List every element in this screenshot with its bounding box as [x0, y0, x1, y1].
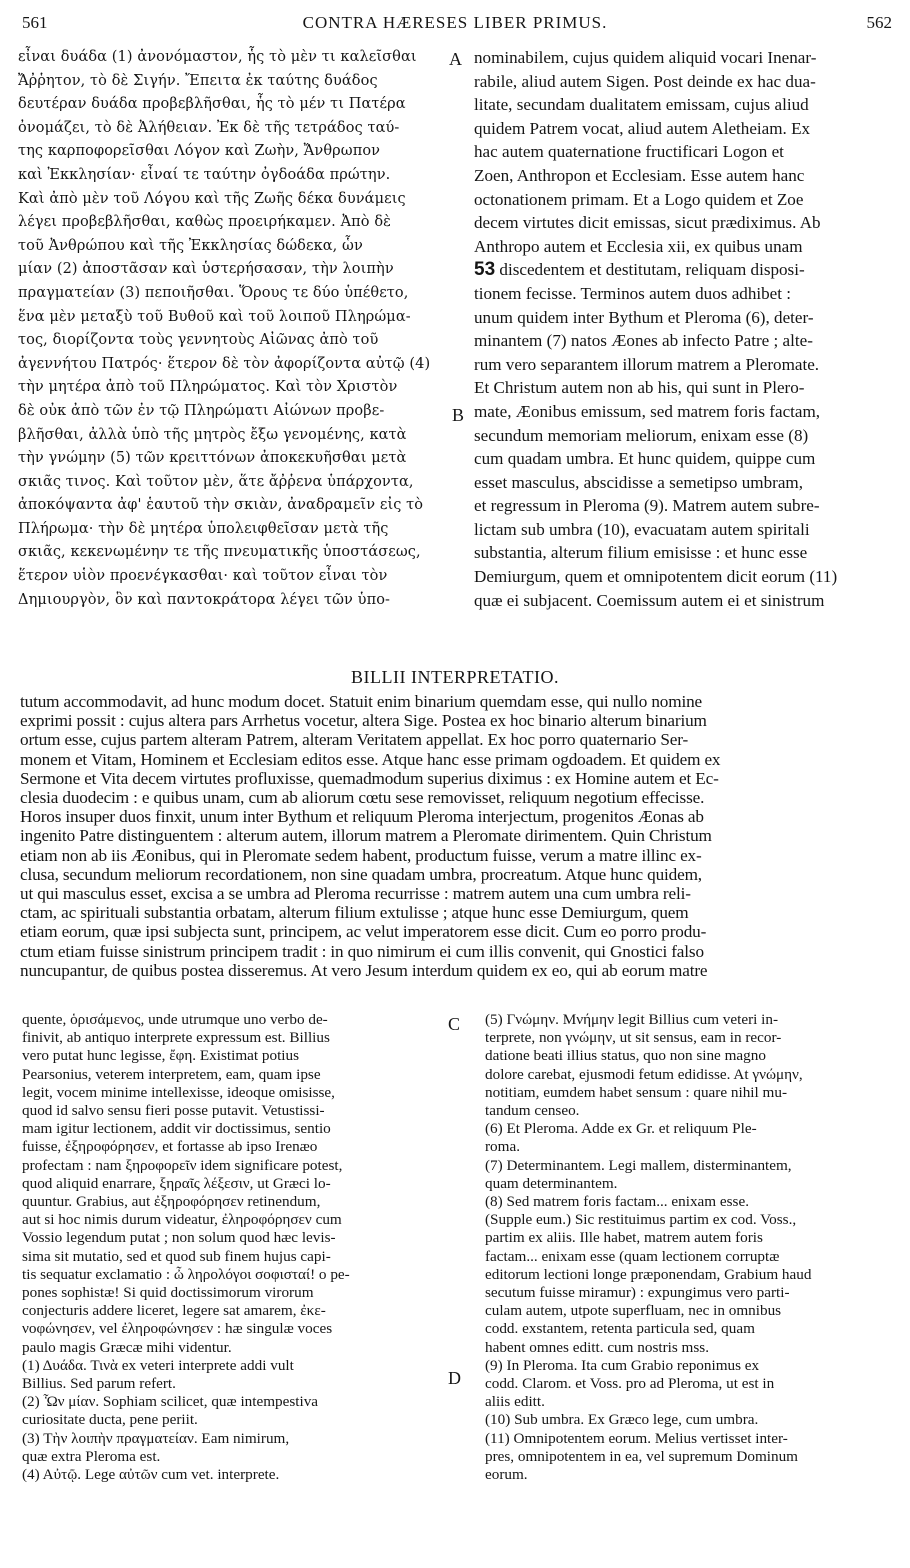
greek-line: τὴν γνώμην (5) τῶν κρειττόνων ἀποκεκυῆσθαι μετὰ	[18, 450, 407, 467]
footnote-line: (4) Αὐτῷ. Lege αὐτῶν cum vet. interprete.	[22, 1466, 280, 1484]
interpretatio-line: clesia duodecim : e quibus unam, cum ab aliorum cœtu sese removisset, reliquum negotium effecisse.	[20, 788, 705, 808]
footnote-line: (9) In Pleroma. Ita cum Grabio reponimus ex	[485, 1356, 760, 1374]
interpretatio-line: ut qui masculus esset, excisa a se umbra ad Pleroma recurrisse : matrem autem una cum umbra reli-	[20, 884, 691, 904]
running-title: CONTRA HÆRESES LIBER PRIMUS.	[302, 13, 608, 32]
interpretatio-line: monem et Vitam, Hominem et Ecclesiam editos esse. Atque hanc esse primam ogdoadem. Et quidem ex	[20, 749, 721, 769]
footnote-line: fuisse, ἐξηροφόρησεν, et fortasse ab ipso Irenæo	[22, 1138, 318, 1156]
footnote-line: Vossio legendum putat ; non solum quod hæc levis-	[22, 1229, 336, 1247]
latin-line: hac autem quaternatione fructificari Logon et	[474, 142, 784, 162]
latin-line: mate, Æonibus emissum, sed matrem foris factam,	[474, 401, 821, 421]
footnote-line: mam igitur lectionem, addit vir doctissimus, sentio	[22, 1120, 331, 1138]
latin-line: Et Christum autem non ab his, qui sunt in Plero-	[474, 378, 805, 398]
latin-line: secundum memoriam meliorum, enixam esse (8)	[474, 425, 809, 445]
latin-line: substantia, alterum filium emisisse : et hunc esse	[474, 543, 808, 563]
footnote-line: culam autem, utpote superfluam, nec in omnibus	[485, 1302, 782, 1320]
footnote-line: (7) Determinantem. Legi mallem, disterminantem,	[485, 1156, 792, 1174]
footnote-line: vero putat hunc legisse, ἔφη. Existimat potius	[22, 1047, 300, 1065]
latin-line: Demiurgum, quem et omnipotentem dicit eorum (11)	[474, 567, 838, 587]
latin-line: quæ ei subjacent. Coemissum autem ei et sinistrum	[474, 590, 825, 610]
footnote-line: legit, vocem minime intellexisse, ideoque omisisse,	[22, 1083, 335, 1101]
greek-line: Ἄῤῥητον, τὸ δὲ Σιγήν. Ἔπειτα ἐκ ταύτης δυάδος	[18, 72, 378, 89]
greek-line: ὀνομάζει, τὸ δὲ Ἀλήθειαν. Ἐκ δὲ τῆς τετράδος ταύ-	[18, 119, 400, 136]
footnote-line: curiositate ducta, pene periit.	[22, 1411, 198, 1429]
greek-line: Καὶ ἀπὸ μὲν τοῦ Λόγου καὶ τῆς Ζωῆς δέκα δυνάμεις	[18, 190, 406, 207]
interpretatio-line: ortum esse, cujus partem alteram Patrem, alteram Veritatem appellat. Ex hoc porro quaternario Ser-	[20, 730, 689, 750]
footnote-line: (1) Δυάδα. Τινὰ ex veteri interprete addi vult	[22, 1356, 294, 1374]
greek-text-column	[18, 46, 460, 612]
footnote-line: profectam : nam ξηροφορεῖν idem significare potest,	[22, 1156, 343, 1174]
greek-line: μίαν (2) ἀποστᾶσαν καὶ ὑστερήσασαν, τὴν λοιπὴν	[18, 261, 394, 278]
latin-text-column	[474, 46, 894, 612]
footnote-line: νοφώνησεν, vel ἐληροφώνησεν : hæ singulæ voces	[22, 1320, 333, 1338]
footnote-line: quod id salvo sensu fieri posse putavit. Vetustissi-	[22, 1102, 325, 1120]
footnote-line: (11) Omnipotentem eorum. Melius vertisset inter-	[485, 1429, 788, 1447]
footnote-line: editorum lectioni longe præponendam, Grabium haud	[485, 1265, 812, 1283]
footnote-line: datione beati illius status, quo non sine magno	[485, 1047, 766, 1065]
latin-line: tionem fecisse. Terminos autem duos adhibet :	[474, 283, 792, 303]
footnote-line: (8) Sed matrem foris factam... enixam esse.	[485, 1193, 750, 1211]
margin-marker-c: C	[448, 1014, 461, 1034]
footnotes-left-column	[22, 1011, 442, 1484]
greek-line: εἶναι δυάδα (1) ἀνονόμαστον, ἧς τὸ μὲν τι καλεῖσθαι	[18, 49, 417, 65]
interpretatio-line: etiam non ab iis Æonibus, qui in Pleromate sedem habent, productum fuisse, verum a matre illinc ex-	[20, 845, 702, 865]
interpretatio-line: tutum accommodavit, ad hunc modum docet. Statuit enim binarium quemdam esse, qui nullo nomine	[20, 692, 703, 711]
footnote-line: aliis editt.	[485, 1393, 545, 1411]
interpretatio-text	[20, 692, 896, 980]
greek-line: τὴν μητέρα ἀπὸ τοῦ Πληρώματος. Καὶ τὸν Χριστὸν	[18, 379, 398, 396]
footnote-line: dolore carebat, ejusmodi fetum edidisse. At γνώμην,	[485, 1065, 803, 1083]
footnote-line: quente, ὁρισάμενος, unde utrumque uno verbo de-	[22, 1011, 328, 1028]
footnote-line: quam determinantem.	[485, 1174, 618, 1192]
interpretatio-line: ingenito Patre distinguentem : alterum autem, illorum matrem a Pleromate dirimentem. Quin Christum	[20, 826, 712, 846]
footnote-line: (Supple eum.) Sic restituimus partim ex cod. Voss.,	[485, 1211, 797, 1229]
footnote-line: partim ex aliis. Ille habet, matrem autem foris	[485, 1229, 763, 1247]
footnote-line: sima sit mutatio, sed et quod sub finem hujus capi-	[22, 1247, 331, 1265]
latin-line: Anthropo autem et Ecclesia xii, ex quibus unam	[474, 236, 803, 256]
footnote-line: terprete, non γνώμην, ut sit sensus, eam in recor-	[485, 1029, 782, 1047]
greek-line: καὶ Ἐκκλησίαν· εἶναί τε ταύτην ὀγδοάδα πρώτην.	[18, 166, 391, 183]
footnote-line: aut si hoc nimis durum videatur, ἐληροφόρησεν cum	[22, 1211, 342, 1229]
page-number-left: 561	[22, 13, 48, 32]
footnote-line: pres, omnipotentem in ea, vel supremum Dominum	[485, 1447, 798, 1465]
footnote-line: conjecturis addere liceret, legere sat amarem, ἐκε-	[22, 1302, 326, 1320]
footnote-line: roma.	[485, 1138, 521, 1156]
latin-line: lictam sub umbra (10), evacuatam autem spiritali	[474, 519, 810, 539]
footnote-line: quæ extra Pleroma est.	[22, 1447, 161, 1465]
latin-line: unum quidem inter Bythum et Pleroma (6), deter-	[474, 307, 814, 327]
greek-line: πραγματείαν (3) πεποιῆσθαι. Ὅρους τε δύο ὑπέθετο,	[18, 284, 409, 301]
interpretatio-line: Sermone et Vita decem virtutes profluxisse, quemadmodum superius diximus : ex Homine autem et Ec-	[20, 768, 719, 788]
latin-line: Zoen, Anthropon et Ecclesiam. Esse autem hanc	[474, 165, 805, 185]
interpretatio-line: ctum etiam fuisse sinistrum principem tradit : in quo nimirum ei cum illis convenit, qui Gnostici falso	[20, 941, 704, 961]
greek-line: τοῦ Ἀνθρώπου καὶ τῆς Ἐκκλησίας δώδεκα, ὧν	[18, 237, 363, 254]
greek-line: λέγει προβεβλῆσθαι, καθὼς προειρήκαμεν. Ἀπὸ δὲ	[18, 214, 392, 231]
margin-marker-d: D	[448, 1368, 461, 1388]
greek-line: δὲ οὐκ ἀπὸ τῶν ἐν τῷ Πληρώματι Αἰώνων προβε-	[18, 402, 385, 419]
latin-line: quidem Patrem vocat, aliud autem Aletheiam. Ex	[474, 118, 811, 138]
greek-line: Πλήρωμα· τὴν δὲ μητέρα ὑπολειφθεῖσαν μετὰ τῆς	[18, 520, 389, 537]
greek-line: Δημιουργὸν, ὃν καὶ παντοκράτορα λέγει τῶν ὑπο-	[18, 591, 391, 608]
footnote-line: Billius. Sed parum refert.	[22, 1375, 176, 1393]
footnote-line: (5) Γνώμην. Μνήμην legit Billius cum veteri in-	[485, 1011, 779, 1028]
footnotes-right-column	[485, 1011, 895, 1484]
page-number-right: 562	[866, 13, 892, 32]
greek-line: σκιᾶς τινος. Καὶ τοῦτον μὲν, ἅτε ἄῤῥενα ὑπάρχοντα,	[18, 473, 414, 490]
greek-line: της καρποφορεῖσθαι Λόγον καὶ Ζωὴν, Ἄνθρωπον	[18, 143, 381, 160]
latin-line: esset masculus, abscidisse a semetipso umbram,	[474, 472, 803, 492]
footnote-line: habent omnes editt. cum nostris mss.	[485, 1338, 709, 1356]
interpretatio-line: nuncupantur, de quibus postea disseremus. At vero Jesum interdum quidem ex eo, qui ab eorum matre	[20, 960, 708, 980]
greek-line: ἕνα μὲν μεταξὺ τοῦ Βυθοῦ καὶ τοῦ λοιποῦ Πληρώμα-	[18, 308, 411, 325]
greek-line: ἀποκόψαντα ἀφ' ἑαυτοῦ τὴν σκιὰν, ἀναδραμεῖν εἰς τὸ	[18, 497, 424, 514]
latin-line: nominabilem, cujus quidem aliquid vocari Inenar-	[474, 48, 817, 67]
interpretatio-line: etiam eorum, quæ ipsi subjecta sunt, principem, ac velut imperatorem esse dicit. Cum eo porro produ-	[20, 922, 707, 942]
interpretatio-line: clusa, secundum meliorum recordationem, non sine quadam umbra, procreatum. Atque hunc quidem,	[20, 864, 702, 884]
latin-line: minantem (7) natos Æones ab infecto Patre ; alte-	[474, 331, 813, 351]
footnote-line: (10) Sub umbra. Ex Græco lege, cum umbra.	[485, 1411, 759, 1429]
greek-line: τος, διορίζοντα τοὺς γεννητοὺς Αἰῶνας ἀπὸ τοῦ	[18, 332, 379, 349]
greek-line: ἕτερον υἱὸν προενέγκασθαι· καὶ τοῦτον εἶναι τὸν	[18, 568, 388, 585]
greek-line: σκιᾶς, κεκενωμένην τε τῆς πνευματικῆς ὑποστάσεως,	[18, 544, 421, 561]
footnote-line: tis sequatur exclamatio : ὦ ληρολόγοι σοφισταί! o pe-	[22, 1265, 350, 1283]
footnote-line: notitiam, eumdem habet sensum : quare nihil mu-	[485, 1083, 787, 1101]
section-title: BILLII INTERPRETATIO.	[350, 667, 560, 687]
greek-line: βλῆσθαι, ἀλλὰ ὑπὸ τῆς μητρὸς ἔξω γενομένης, κατὰ	[18, 426, 407, 443]
footnote-line: tandum censeo.	[485, 1102, 580, 1120]
footnote-line: pones sophistæ! Si quid doctissimorum virorum	[22, 1284, 314, 1302]
footnote-line: finivit, ab antiquo interprete expressum est. Billius	[22, 1029, 330, 1047]
footnote-line: (3) Τὴν λοιπὴν πραγματείαν. Eam nimirum,	[22, 1429, 290, 1447]
footnote-line: Pearsonius, veterem interpretem, eam, quam ipse	[22, 1065, 321, 1083]
footnote-line: factam... enixam esse (quam lectionem corruptæ	[485, 1247, 780, 1265]
latin-line: litate, secundam dualitatem emissam, cujus aliud	[474, 95, 809, 115]
interpretatio-line: Horos insuper duos finxit, unum inter Bythum et reliquum Pleroma interjectum, progenitos Æonas ab	[20, 807, 704, 827]
greek-line: δευτέραν δυάδα προβεβλῆσθαι, ἧς τὸ μέν τι Πατέρα	[18, 96, 406, 113]
footnote-line: (2) Ὧν μίαν. Sophiam scilicet, quæ intempestiva	[22, 1393, 319, 1411]
margin-marker-a: A	[449, 49, 462, 69]
latin-line-text: discedentem et destitutam, reliquam disposi-	[495, 260, 805, 280]
latin-line: octonationem primam. Et a Logo quidem et Zoe	[474, 189, 804, 209]
latin-line: et regressum in Pleroma (9). Matrem autem subre-	[474, 496, 820, 516]
footnote-line: (6) Et Pleroma. Adde ex Gr. et reliquum Ple-	[485, 1120, 757, 1138]
latin-line: cum quadam umbra. Et hunc quidem, quippe cum	[474, 449, 816, 469]
footnote-line: codd. exstantem, retenta particula sed, quam	[485, 1320, 755, 1338]
footnote-line: quod aliquid enarrare, ξηραῖς λέξεσιν, ut Græci lo-	[22, 1174, 331, 1192]
latin-line: rum vero separantem illorum matrem a Pleromate.	[474, 354, 820, 374]
interpretatio-line: ctam, ac spirituali substantia orbatam, alterum filium extulisse ; atque hunc esse Demiurgum, quem	[20, 903, 689, 923]
latin-line: rabile, aliud autem Sigen. Post deinde ex hac dua-	[474, 71, 816, 91]
running-header	[0, 13, 910, 39]
footnote-line: paulo magis Græcæ mihi videntur.	[22, 1338, 232, 1356]
greek-line: ἀγεννήτου Πατρός· ἕτερον δὲ τὸν ἀφορίζοντα αὐτῷ (4)	[18, 355, 431, 372]
latin-line: decem virtutes dicit emissas, sicut prædiximus. Ab	[474, 213, 821, 233]
footnote-line: quuntur. Grabius, aut ἐξηροφόρησεν retinendum,	[22, 1193, 321, 1211]
margin-page-number: 53	[474, 259, 496, 281]
footnote-line: secutum fuisse miramur) : expungimus vero parti-	[485, 1284, 790, 1302]
footnote-line: codd. Clarom. et Voss. pro ad Pleroma, ut est in	[485, 1375, 775, 1393]
footnote-line: eorum.	[485, 1466, 528, 1484]
interpretatio-line: exprimi possit : cujus altera pars Arrhetus vocetur, altera Sige. Postea ex hoc binario alterum binarium	[20, 711, 707, 731]
latin-line	[474, 258, 894, 282]
margin-marker-b: B	[452, 405, 465, 425]
